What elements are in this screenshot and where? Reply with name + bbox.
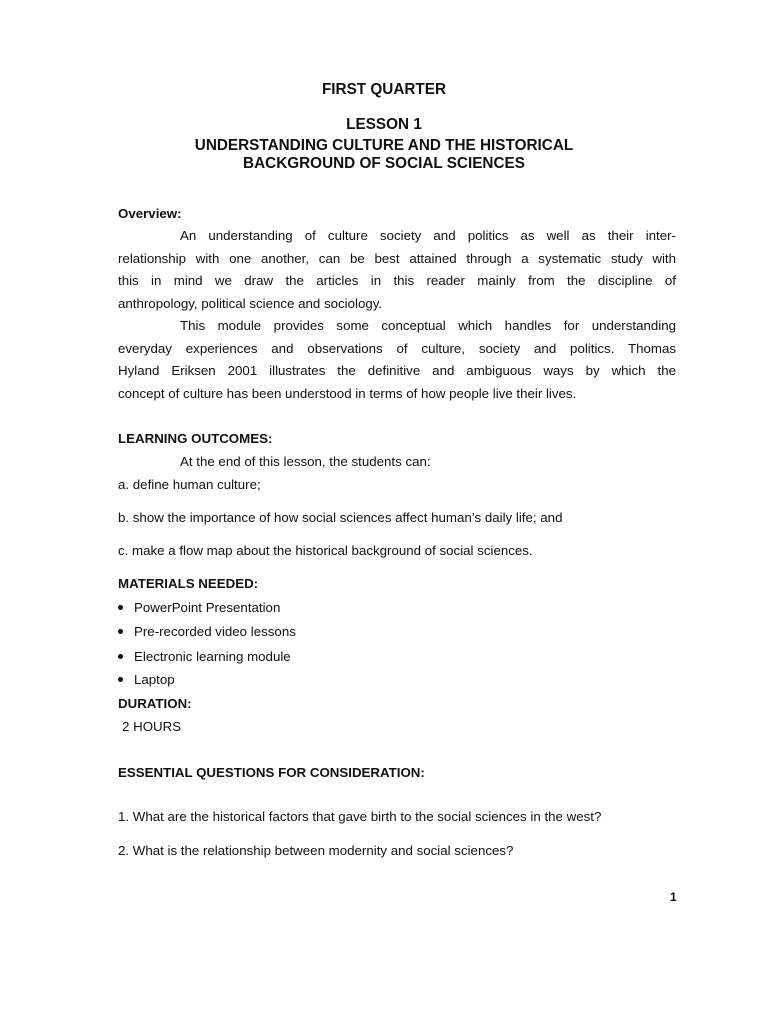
lesson-heading: LESSON 1 <box>346 116 422 133</box>
essential-question-item: 2. What is the relationship between modernity and social sciences? <box>118 843 514 858</box>
paragraph-line: This module provides some conceptual which handles for understanding <box>180 318 676 333</box>
paragraph-line: anthropology, political science and sociology. <box>118 296 383 312</box>
materials-label: MATERIALS NEEDED: <box>118 576 259 591</box>
material-text: PowerPoint Presentation <box>134 600 281 615</box>
learning-outcomes-label: LEARNING OUTCOMES: <box>118 431 273 446</box>
lesson-title-line-2: BACKGROUND OF SOCIAL SCIENCES <box>243 155 525 172</box>
materials-list-item <box>118 624 296 639</box>
lesson-title-line-1: UNDERSTANDING CULTURE AND THE HISTORICAL <box>194 137 574 154</box>
overview-paragraph-2 <box>118 315 676 406</box>
paragraph-line: relationship with one another, can be best attained through a systematic study with <box>118 250 676 266</box>
material-text: Laptop <box>134 672 175 687</box>
page-number: 1 <box>670 890 677 904</box>
duration-label: DURATION: <box>118 696 192 711</box>
overview-paragraph-1 <box>118 225 676 316</box>
material-text: Pre-recorded video lessons <box>134 624 296 639</box>
materials-list-item <box>118 649 291 664</box>
learning-outcomes-intro: At the end of this lesson, the students can: <box>180 454 431 469</box>
bullet-icon <box>118 677 123 682</box>
paragraph-line: Hyland Eriksen 2001 illustrates the definitive and ambiguous ways by which the <box>118 363 676 379</box>
duration-value: 2 HOURS <box>122 719 182 734</box>
quarter-heading: FIRST QUARTER <box>321 81 447 98</box>
materials-list-item <box>118 672 175 687</box>
bullet-icon <box>118 654 123 659</box>
learning-outcome-item: b. show the importance of how social sciences affect human’s daily life; and <box>118 510 563 525</box>
learning-outcome-item: a. define human culture; <box>118 477 261 492</box>
bullet-icon <box>118 605 123 610</box>
bullet-icon <box>118 629 123 634</box>
paragraph-line: everyday experiences and observations of culture, society and politics. Thomas <box>118 340 676 356</box>
materials-list-item <box>118 600 280 615</box>
paragraph-line: this in mind we draw the articles in this reader mainly from the discipline of <box>118 273 676 289</box>
essential-question-item: 1. What are the historical factors that gave birth to the social sciences in the west? <box>118 809 602 824</box>
essential-questions-label: ESSENTIAL QUESTIONS FOR CONSIDERATION: <box>118 765 425 780</box>
material-text: Electronic learning module <box>134 649 291 664</box>
overview-label: Overview: <box>118 206 182 221</box>
paragraph-line: An understanding of culture society and politics as well as their inter- <box>180 228 676 243</box>
paragraph-line: concept of culture has been understood in terms of how people live their lives. <box>118 386 577 402</box>
learning-outcome-item: c. make a flow map about the historical background of social sciences. <box>118 543 533 558</box>
